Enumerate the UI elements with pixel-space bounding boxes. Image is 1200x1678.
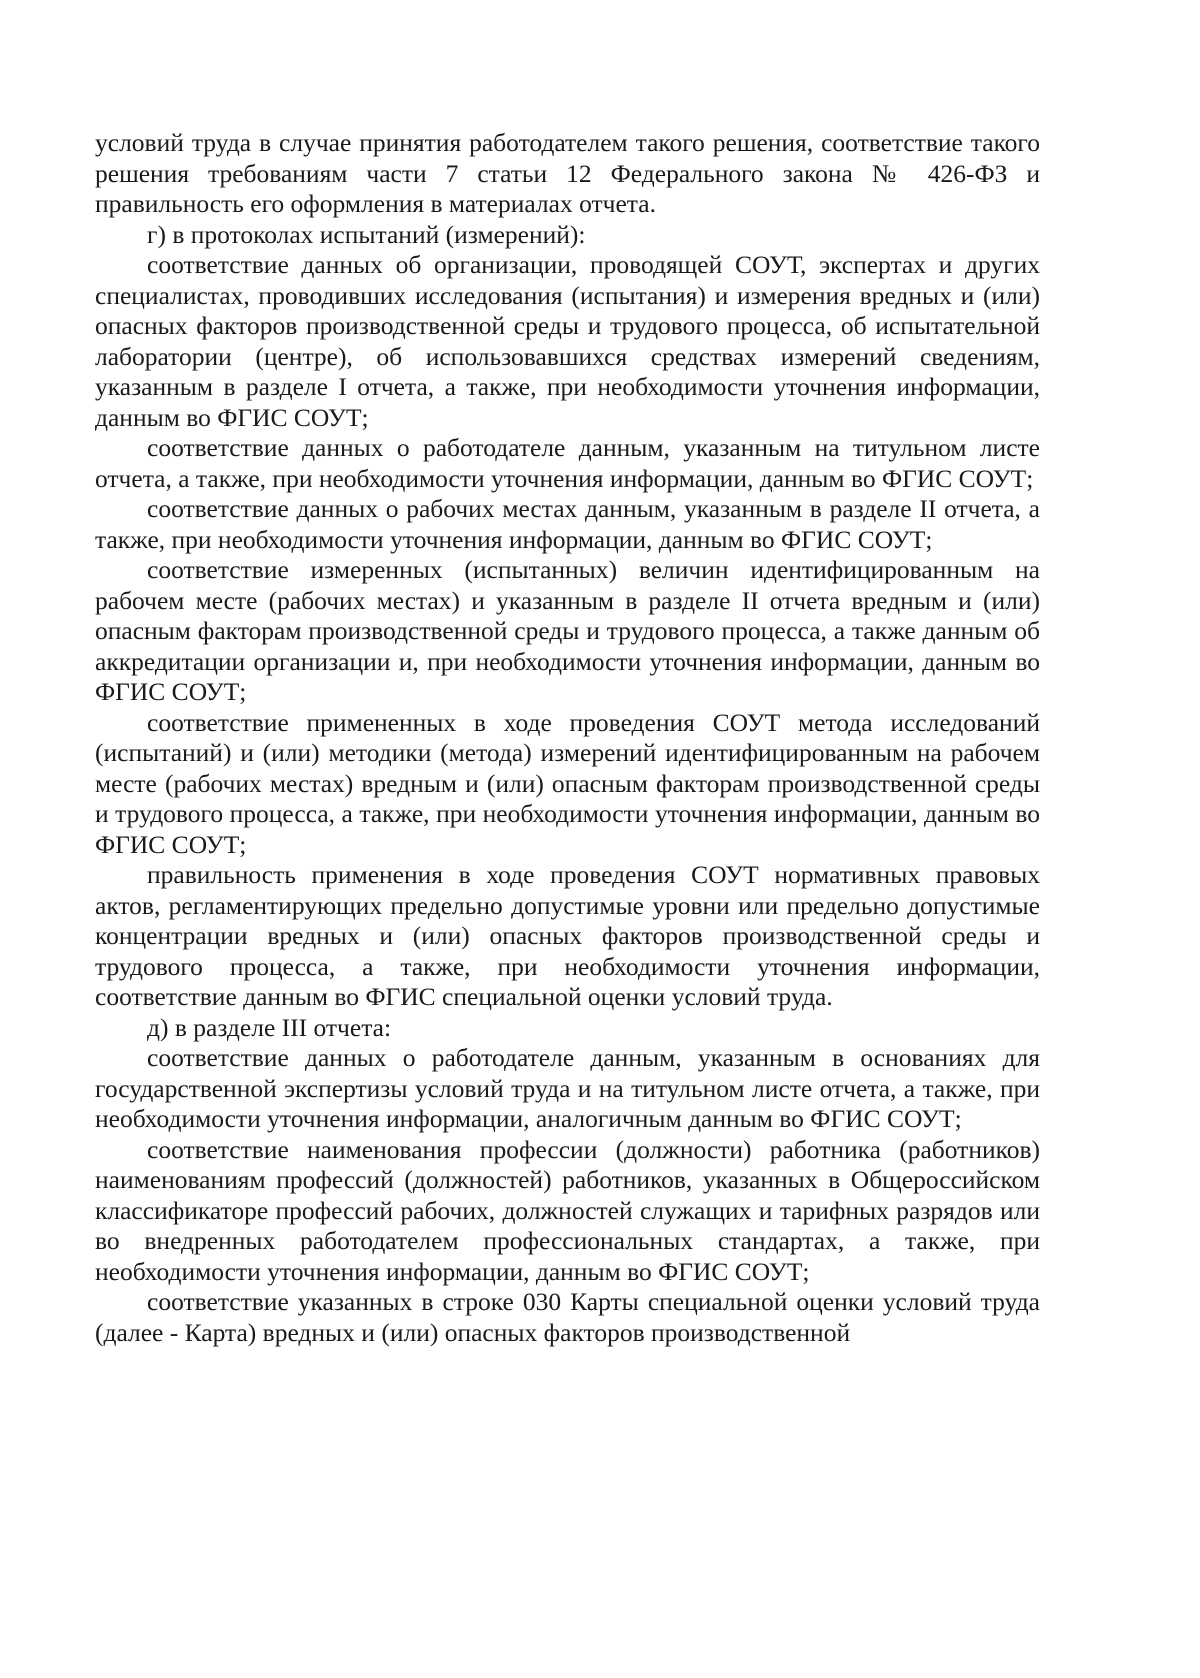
paragraph-9: д) в разделе III отчета:	[147, 1012, 392, 1042]
paragraph-6: соответствие измеренных (испытанных) величин идентифицированным на рабочем месте (рабочих местах) и указанным в разделе II отчета вредным и (или) опасным факторам производственной среды и трудового процесса, а также данным об аккредитации организации и, при необходимости уточнения информации, данным во ФГИС СОУТ;	[95, 555, 1040, 706]
paragraph-7: соответствие примененных в ходе проведения СОУТ метода исследований (испытаний) и (или) методики (метода) измерений идентифицированным на рабочем месте (рабочих местах) вредным и (или) опасным факторам производственной среды и трудового процесса, а также, при необходимости уточнения информации, данным во ФГИС СОУТ;	[95, 707, 1040, 859]
paragraph-11: соответствие наименования профессии (должности) работника (работников) наименованиям профессий (должностей) работников, указанных в Общероссийском классификаторе профессий рабочих, должностей служащих и тарифных разрядов или во внедренных работодателем профессиональных стандартах, а также, при необходимости уточнения информации, данным во ФГИС СОУТ;	[95, 1134, 1040, 1286]
paragraph-10: соответствие данных о работодателе данным, указанным в основаниях для государственной экспертизы условий труда и на титульном листе отчета, а также, при необходимости уточнения информации, аналогичным данным во ФГИС СОУТ;	[95, 1043, 1040, 1133]
paragraph-2: г) в протоколах испытаний (измерений):	[147, 219, 586, 249]
paragraph-4: соответствие данных о работодателе данным, указанным на титульном листе отчета, а также, при необходимости уточнения информации, данным во ФГИС СОУТ;	[95, 433, 1040, 493]
paragraph-1: условий труда в случае принятия работодателем такого решения, соответствие такого решения требованиям части 7 статьи 12 Федерального закона № 426-ФЗ и правильность его оформления в материалах отчета.	[95, 128, 1040, 218]
paragraph-5: соответствие данных о рабочих местах данным, указанным в разделе II отчета, а также, при необходимости уточнения информации, данным во ФГИС СОУТ;	[95, 494, 1040, 554]
document-page	[95, 128, 1040, 1348]
paragraph-12: соответствие указанных в строке 030 Карты специальной оценки условий труда (далее - Карта) вредных и (или) опасных факторов производственной	[95, 1287, 1040, 1347]
paragraph-8: правильность применения в ходе проведения СОУТ нормативных правовых актов, регламентирующих предельно допустимые уровни или предельно допустимые концентрации вредных и (или) опасных факторов производственной среды и трудового процесса, а также, при необходимости уточнения информации, соответствие данным во ФГИС специальной оценки условий труда.	[95, 860, 1040, 1011]
paragraph-3: соответствие данных об организации, проводящей СОУТ, экспертах и других специалистах, проводивших исследования (испытания) и измерения вредных и (или) опасных факторов производственной среды и трудового процесса, об испытательной лаборатории (центре), об использовавшихся средствах измерений сведениям, указанным в разделе I отчета, а также, при необходимости уточнения информации, данным во ФГИС СОУТ;	[95, 250, 1040, 432]
